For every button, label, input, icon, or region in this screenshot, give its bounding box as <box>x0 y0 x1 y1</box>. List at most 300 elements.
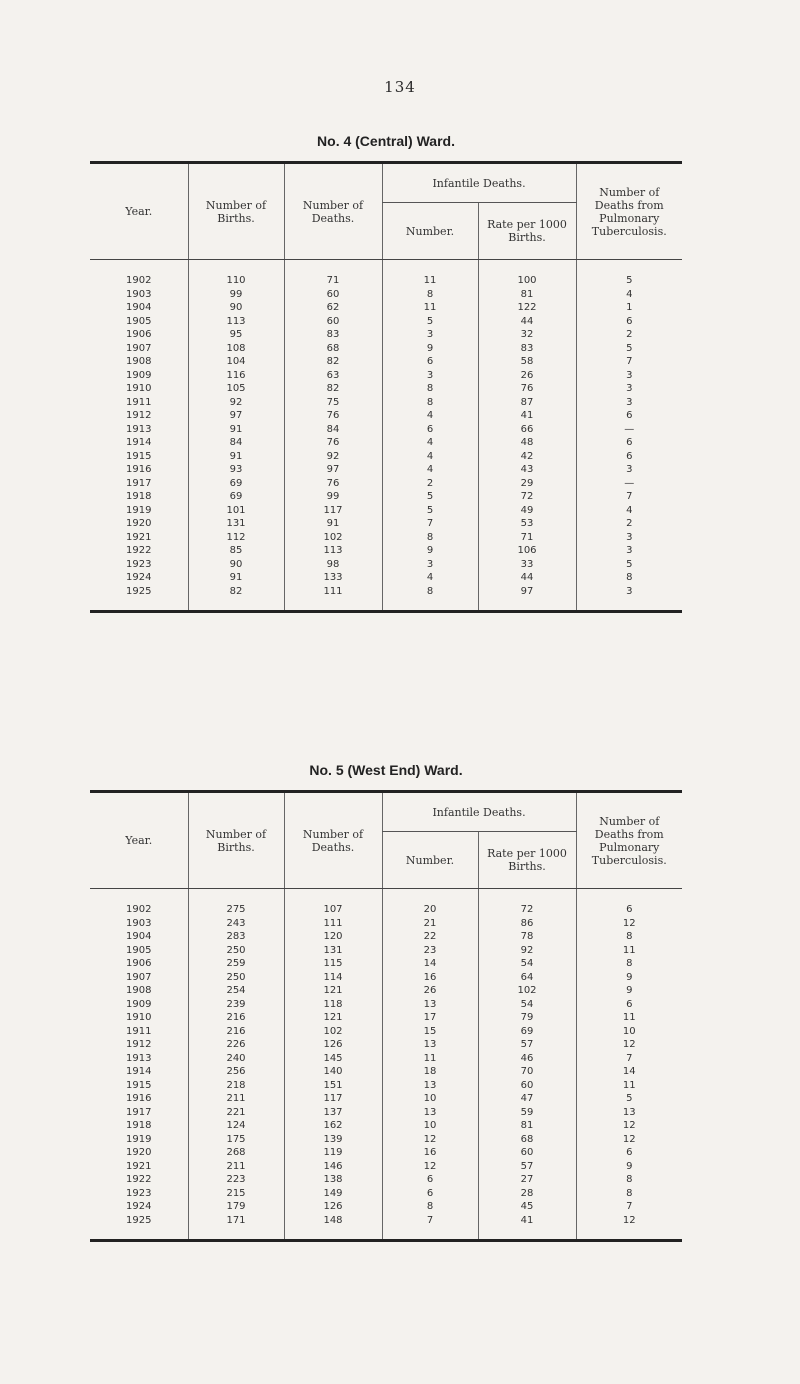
deaths-cell: 92 <box>284 450 382 464</box>
births-cell: 91 <box>188 423 284 437</box>
year-cell: 1918 <box>126 1120 152 1131</box>
deaths-cell: 60 <box>284 315 382 329</box>
births-cell: 268 <box>188 1146 284 1160</box>
infantile-rate-cell: 47 <box>478 1092 576 1106</box>
infantile-rate-cell: 71 <box>478 531 576 545</box>
year-cell: 1908 <box>126 985 152 996</box>
infantile-rate-cell: 57 <box>478 1160 576 1174</box>
infantile-rate-cell: 66 <box>478 423 576 437</box>
tuberculosis-cell: 3 <box>576 544 682 558</box>
year-cell: 1921 <box>126 531 152 543</box>
year-cell: 1914 <box>126 1066 152 1077</box>
births-cell: 179 <box>188 1200 284 1214</box>
table-row <box>90 917 682 931</box>
infantile-rate-cell: 100 <box>478 260 576 288</box>
year-cell: 1919 <box>126 504 152 516</box>
deaths-cell: 140 <box>284 1065 382 1079</box>
infantile-number-cell: 10 <box>382 1092 478 1106</box>
tuberculosis-cell: 6 <box>576 998 682 1012</box>
infantile-rate-cell: 102 <box>478 984 576 998</box>
table-row <box>90 1146 682 1160</box>
births-cell: 226 <box>188 1038 284 1052</box>
year-cell: 1907 <box>126 971 152 983</box>
table-row <box>90 544 682 558</box>
infantile-number-cell: 23 <box>382 944 478 958</box>
table-row <box>90 1052 682 1066</box>
table-row <box>90 1173 682 1187</box>
infantile-number-cell: 3 <box>382 558 478 572</box>
births-cell: 215 <box>188 1187 284 1201</box>
tuberculosis-cell: 6 <box>576 315 682 329</box>
tuberculosis-cell: 5 <box>576 558 682 572</box>
births-cell: 250 <box>188 971 284 985</box>
tuberculosis-cell: 11 <box>576 1011 682 1025</box>
births-cell: 223 <box>188 1173 284 1187</box>
deaths-cell: 63 <box>284 369 382 383</box>
table-row <box>90 1079 682 1093</box>
infantile-number-cell: 26 <box>382 984 478 998</box>
deaths-cell: 162 <box>284 1119 382 1133</box>
infantile-number-cell: 16 <box>382 971 478 985</box>
infantile-rate-cell: 45 <box>478 1200 576 1214</box>
year-cell: 1917 <box>126 477 152 489</box>
births-cell: 91 <box>188 450 284 464</box>
header-infantile: Infantile Deaths. <box>382 163 576 203</box>
year-cell: 1911 <box>126 1025 152 1037</box>
deaths-cell: 76 <box>284 436 382 450</box>
tuberculosis-cell: 6 <box>576 436 682 450</box>
infantile-number-cell: 8 <box>382 585 478 612</box>
tuberculosis-cell: 9 <box>576 1160 682 1174</box>
births-cell: 69 <box>188 490 284 504</box>
deaths-cell: 146 <box>284 1160 382 1174</box>
infantile-rate-cell: 27 <box>478 1173 576 1187</box>
year-cell: 1911 <box>126 396 152 408</box>
table-row <box>90 1092 682 1106</box>
births-cell: 84 <box>188 436 284 450</box>
year-cell: 1916 <box>126 1093 152 1104</box>
deaths-cell: 84 <box>284 423 382 437</box>
infantile-rate-cell: 64 <box>478 971 576 985</box>
tuberculosis-cell: 7 <box>576 490 682 504</box>
infantile-rate-cell: 92 <box>478 944 576 958</box>
infantile-rate-cell: 72 <box>478 490 576 504</box>
year-cell: 1922 <box>126 1174 152 1185</box>
infantile-rate-cell: 60 <box>478 1079 576 1093</box>
year-cell: 1904 <box>126 302 152 313</box>
births-cell: 240 <box>188 1052 284 1066</box>
tuberculosis-cell: 2 <box>576 328 682 342</box>
infantile-number-cell: 11 <box>382 1052 478 1066</box>
infantile-rate-cell: 54 <box>478 957 576 971</box>
year-cell: 1915 <box>126 1079 152 1091</box>
infantile-number-cell: 22 <box>382 930 478 944</box>
infantile-number-cell: 3 <box>382 328 478 342</box>
tuberculosis-cell: 3 <box>576 585 682 612</box>
header-births: Number of Births. <box>188 792 284 889</box>
births-cell: 256 <box>188 1065 284 1079</box>
deaths-cell: 118 <box>284 998 382 1012</box>
tuberculosis-cell: 6 <box>576 1146 682 1160</box>
births-cell: 250 <box>188 944 284 958</box>
infantile-rate-cell: 49 <box>478 504 576 518</box>
header-deaths: Number of Deaths. <box>284 163 382 260</box>
table-row <box>90 558 682 572</box>
page-number: 134 <box>384 78 416 96</box>
tuberculosis-cell: 5 <box>576 1092 682 1106</box>
births-cell: 221 <box>188 1106 284 1120</box>
infantile-rate-cell: 86 <box>478 917 576 931</box>
table-row <box>90 477 682 491</box>
tuberculosis-cell: 7 <box>576 1052 682 1066</box>
table-row <box>90 450 682 464</box>
year-cell: 1912 <box>126 410 152 421</box>
infantile-rate-cell: 106 <box>478 544 576 558</box>
births-cell: 90 <box>188 558 284 572</box>
births-cell: 218 <box>188 1079 284 1093</box>
infantile-number-cell: 17 <box>382 1011 478 1025</box>
births-cell: 283 <box>188 930 284 944</box>
year-cell: 1912 <box>126 1039 152 1050</box>
infantile-number-cell: 14 <box>382 957 478 971</box>
deaths-cell: 121 <box>284 984 382 998</box>
tuberculosis-cell: 5 <box>576 260 682 288</box>
infantile-number-cell: 13 <box>382 998 478 1012</box>
infantile-rate-cell: 60 <box>478 1146 576 1160</box>
central-ward-table <box>90 161 682 613</box>
infantile-rate-cell: 78 <box>478 930 576 944</box>
tuberculosis-cell: 7 <box>576 355 682 369</box>
year-cell: 1914 <box>126 437 152 448</box>
infantile-number-cell: 5 <box>382 490 478 504</box>
infantile-number-cell: 16 <box>382 1146 478 1160</box>
infantile-rate-cell: 46 <box>478 1052 576 1066</box>
deaths-cell: 138 <box>284 1173 382 1187</box>
births-cell: 275 <box>188 889 284 917</box>
deaths-cell: 113 <box>284 544 382 558</box>
central-ward-section <box>90 133 682 613</box>
infantile-number-cell: 9 <box>382 342 478 356</box>
table-row <box>90 409 682 423</box>
year-cell: 1909 <box>126 369 152 381</box>
table-row <box>90 998 682 1012</box>
deaths-cell: 117 <box>284 1092 382 1106</box>
year-cell: 1903 <box>126 288 152 300</box>
infantile-rate-cell: 87 <box>478 396 576 410</box>
infantile-number-cell: 10 <box>382 1119 478 1133</box>
deaths-cell: 76 <box>284 409 382 423</box>
year-cell: 1921 <box>126 1160 152 1172</box>
table-row <box>90 1011 682 1025</box>
header-tuberculosis: Number of Deaths from Pulmonary Tuberculosis. <box>576 792 682 889</box>
year-cell: 1903 <box>126 917 152 929</box>
tuberculosis-cell: 3 <box>576 396 682 410</box>
tuberculosis-cell: 6 <box>576 889 682 917</box>
tuberculosis-cell: — <box>576 477 682 491</box>
west-end-ward-rows <box>90 889 682 1241</box>
infantile-rate-cell: 41 <box>478 409 576 423</box>
table-row <box>90 315 682 329</box>
births-cell: 259 <box>188 957 284 971</box>
header-year: Year. <box>90 792 188 889</box>
infantile-number-cell: 5 <box>382 315 478 329</box>
infantile-number-cell: 11 <box>382 301 478 315</box>
infantile-rate-cell: 54 <box>478 998 576 1012</box>
table-row <box>90 1065 682 1079</box>
infantile-rate-cell: 81 <box>478 1119 576 1133</box>
deaths-cell: 82 <box>284 355 382 369</box>
table-row <box>90 328 682 342</box>
deaths-cell: 126 <box>284 1038 382 1052</box>
births-cell: 116 <box>188 369 284 383</box>
births-cell: 93 <box>188 463 284 477</box>
infantile-number-cell: 8 <box>382 288 478 302</box>
tuberculosis-cell: 12 <box>576 1119 682 1133</box>
births-cell: 101 <box>188 504 284 518</box>
table-row <box>90 889 682 917</box>
infantile-rate-cell: 48 <box>478 436 576 450</box>
table-row <box>90 571 682 585</box>
births-cell: 175 <box>188 1133 284 1147</box>
table-row <box>90 585 682 612</box>
infantile-rate-cell: 43 <box>478 463 576 477</box>
tuberculosis-cell: 5 <box>576 342 682 356</box>
year-cell: 1922 <box>126 545 152 556</box>
deaths-cell: 76 <box>284 477 382 491</box>
deaths-cell: 139 <box>284 1133 382 1147</box>
year-cell: 1907 <box>126 342 152 354</box>
infantile-rate-cell: 41 <box>478 1214 576 1241</box>
tuberculosis-cell: 8 <box>576 1187 682 1201</box>
infantile-rate-cell: 97 <box>478 585 576 612</box>
table-row <box>90 971 682 985</box>
births-cell: 104 <box>188 355 284 369</box>
births-cell: 110 <box>188 260 284 288</box>
table-row <box>90 1133 682 1147</box>
infantile-number-cell: 5 <box>382 504 478 518</box>
infantile-rate-cell: 83 <box>478 342 576 356</box>
table-row <box>90 1214 682 1241</box>
deaths-cell: 75 <box>284 396 382 410</box>
infantile-number-cell: 4 <box>382 436 478 450</box>
tuberculosis-cell: 1 <box>576 301 682 315</box>
deaths-cell: 68 <box>284 342 382 356</box>
tuberculosis-cell: 12 <box>576 1133 682 1147</box>
infantile-number-cell: 6 <box>382 355 478 369</box>
infantile-number-cell: 15 <box>382 1025 478 1039</box>
table-row <box>90 490 682 504</box>
table-row <box>90 382 682 396</box>
births-cell: 243 <box>188 917 284 931</box>
year-cell: 1906 <box>126 958 152 969</box>
year-cell: 1902 <box>126 275 152 286</box>
year-cell: 1923 <box>126 1187 152 1199</box>
tuberculosis-cell: 3 <box>576 463 682 477</box>
deaths-cell: 117 <box>284 504 382 518</box>
births-cell: 105 <box>188 382 284 396</box>
table-row <box>90 436 682 450</box>
table-row <box>90 342 682 356</box>
births-cell: 69 <box>188 477 284 491</box>
table-row <box>90 301 682 315</box>
infantile-rate-cell: 28 <box>478 1187 576 1201</box>
year-cell: 1924 <box>126 572 152 583</box>
infantile-number-cell: 4 <box>382 463 478 477</box>
year-cell: 1913 <box>126 423 152 435</box>
births-cell: 99 <box>188 288 284 302</box>
infantile-number-cell: 13 <box>382 1038 478 1052</box>
infantile-number-cell: 8 <box>382 396 478 410</box>
births-cell: 91 <box>188 571 284 585</box>
table-row <box>90 1187 682 1201</box>
table-row <box>90 944 682 958</box>
tuberculosis-cell: — <box>576 423 682 437</box>
infantile-rate-cell: 33 <box>478 558 576 572</box>
year-cell: 1925 <box>126 1214 152 1226</box>
deaths-cell: 131 <box>284 944 382 958</box>
infantile-number-cell: 6 <box>382 423 478 437</box>
births-cell: 216 <box>188 1011 284 1025</box>
infantile-number-cell: 18 <box>382 1065 478 1079</box>
deaths-cell: 114 <box>284 971 382 985</box>
tuberculosis-cell: 6 <box>576 450 682 464</box>
table-row <box>90 984 682 998</box>
deaths-cell: 102 <box>284 531 382 545</box>
header-births: Number of Births. <box>188 163 284 260</box>
infantile-rate-cell: 58 <box>478 355 576 369</box>
table-row <box>90 957 682 971</box>
tuberculosis-cell: 12 <box>576 1214 682 1241</box>
table-row <box>90 1200 682 1214</box>
header-tuberculosis: Number of Deaths from Pulmonary Tuberculosis. <box>576 163 682 260</box>
infantile-number-cell: 3 <box>382 369 478 383</box>
table-row <box>90 1119 682 1133</box>
births-cell: 239 <box>188 998 284 1012</box>
tuberculosis-cell: 12 <box>576 917 682 931</box>
infantile-number-cell: 8 <box>382 1200 478 1214</box>
deaths-cell: 111 <box>284 585 382 612</box>
infantile-number-cell: 2 <box>382 477 478 491</box>
deaths-cell: 102 <box>284 1025 382 1039</box>
year-cell: 1902 <box>126 904 152 915</box>
year-cell: 1904 <box>126 931 152 942</box>
tuberculosis-cell: 3 <box>576 382 682 396</box>
tuberculosis-cell: 8 <box>576 957 682 971</box>
deaths-cell: 126 <box>284 1200 382 1214</box>
infantile-number-cell: 9 <box>382 544 478 558</box>
deaths-cell: 115 <box>284 957 382 971</box>
table-row <box>90 1038 682 1052</box>
table-row <box>90 288 682 302</box>
tuberculosis-cell: 2 <box>576 517 682 531</box>
infantile-rate-cell: 32 <box>478 328 576 342</box>
year-cell: 1923 <box>126 558 152 570</box>
table-row <box>90 396 682 410</box>
births-cell: 82 <box>188 585 284 612</box>
infantile-number-cell: 20 <box>382 889 478 917</box>
tuberculosis-cell: 8 <box>576 571 682 585</box>
year-cell: 1917 <box>126 1106 152 1118</box>
deaths-cell: 107 <box>284 889 382 917</box>
deaths-cell: 99 <box>284 490 382 504</box>
deaths-cell: 98 <box>284 558 382 572</box>
year-cell: 1908 <box>126 356 152 367</box>
year-cell: 1920 <box>126 518 152 529</box>
infantile-number-cell: 8 <box>382 531 478 545</box>
tuberculosis-cell: 8 <box>576 930 682 944</box>
births-cell: 171 <box>188 1214 284 1241</box>
tuberculosis-cell: 3 <box>576 369 682 383</box>
deaths-cell: 62 <box>284 301 382 315</box>
infantile-number-cell: 7 <box>382 517 478 531</box>
infantile-rate-cell: 72 <box>478 889 576 917</box>
infantile-rate-cell: 59 <box>478 1106 576 1120</box>
infantile-number-cell: 13 <box>382 1106 478 1120</box>
infantile-number-cell: 13 <box>382 1079 478 1093</box>
births-cell: 211 <box>188 1092 284 1106</box>
deaths-cell: 60 <box>284 288 382 302</box>
infantile-rate-cell: 68 <box>478 1133 576 1147</box>
tuberculosis-cell: 8 <box>576 1173 682 1187</box>
infantile-number-cell: 7 <box>382 1214 478 1241</box>
infantile-number-cell: 4 <box>382 571 478 585</box>
deaths-cell: 97 <box>284 463 382 477</box>
births-cell: 97 <box>188 409 284 423</box>
infantile-rate-cell: 26 <box>478 369 576 383</box>
births-cell: 92 <box>188 396 284 410</box>
deaths-cell: 82 <box>284 382 382 396</box>
infantile-rate-cell: 57 <box>478 1038 576 1052</box>
infantile-number-cell: 8 <box>382 382 478 396</box>
year-cell: 1925 <box>126 585 152 597</box>
west-end-ward-section <box>90 762 682 1242</box>
deaths-cell: 71 <box>284 260 382 288</box>
deaths-cell: 149 <box>284 1187 382 1201</box>
header-deaths: Number of Deaths. <box>284 792 382 889</box>
births-cell: 85 <box>188 544 284 558</box>
deaths-cell: 111 <box>284 917 382 931</box>
infantile-rate-cell: 70 <box>478 1065 576 1079</box>
year-cell: 1905 <box>126 315 152 327</box>
births-cell: 216 <box>188 1025 284 1039</box>
year-cell: 1909 <box>126 998 152 1010</box>
births-cell: 113 <box>188 315 284 329</box>
tuberculosis-cell: 4 <box>576 288 682 302</box>
header-year: Year. <box>90 163 188 260</box>
tuberculosis-cell: 6 <box>576 409 682 423</box>
table-row <box>90 517 682 531</box>
tuberculosis-cell: 4 <box>576 504 682 518</box>
infantile-rate-cell: 53 <box>478 517 576 531</box>
deaths-cell: 133 <box>284 571 382 585</box>
year-cell: 1924 <box>126 1201 152 1212</box>
table-row <box>90 423 682 437</box>
header-infantile-rate: Rate per 1000 Births. <box>478 203 576 260</box>
year-cell: 1906 <box>126 329 152 340</box>
year-cell: 1918 <box>126 491 152 502</box>
infantile-rate-cell: 76 <box>478 382 576 396</box>
infantile-rate-cell: 69 <box>478 1025 576 1039</box>
infantile-rate-cell: 44 <box>478 571 576 585</box>
infantile-number-cell: 4 <box>382 450 478 464</box>
infantile-number-cell: 6 <box>382 1173 478 1187</box>
tuberculosis-cell: 7 <box>576 1200 682 1214</box>
ward-title: No. 4 (Central) Ward. <box>317 133 455 149</box>
deaths-cell: 119 <box>284 1146 382 1160</box>
year-cell: 1915 <box>126 450 152 462</box>
header-infantile-rate: Rate per 1000 Births. <box>478 832 576 889</box>
tuberculosis-cell: 12 <box>576 1038 682 1052</box>
